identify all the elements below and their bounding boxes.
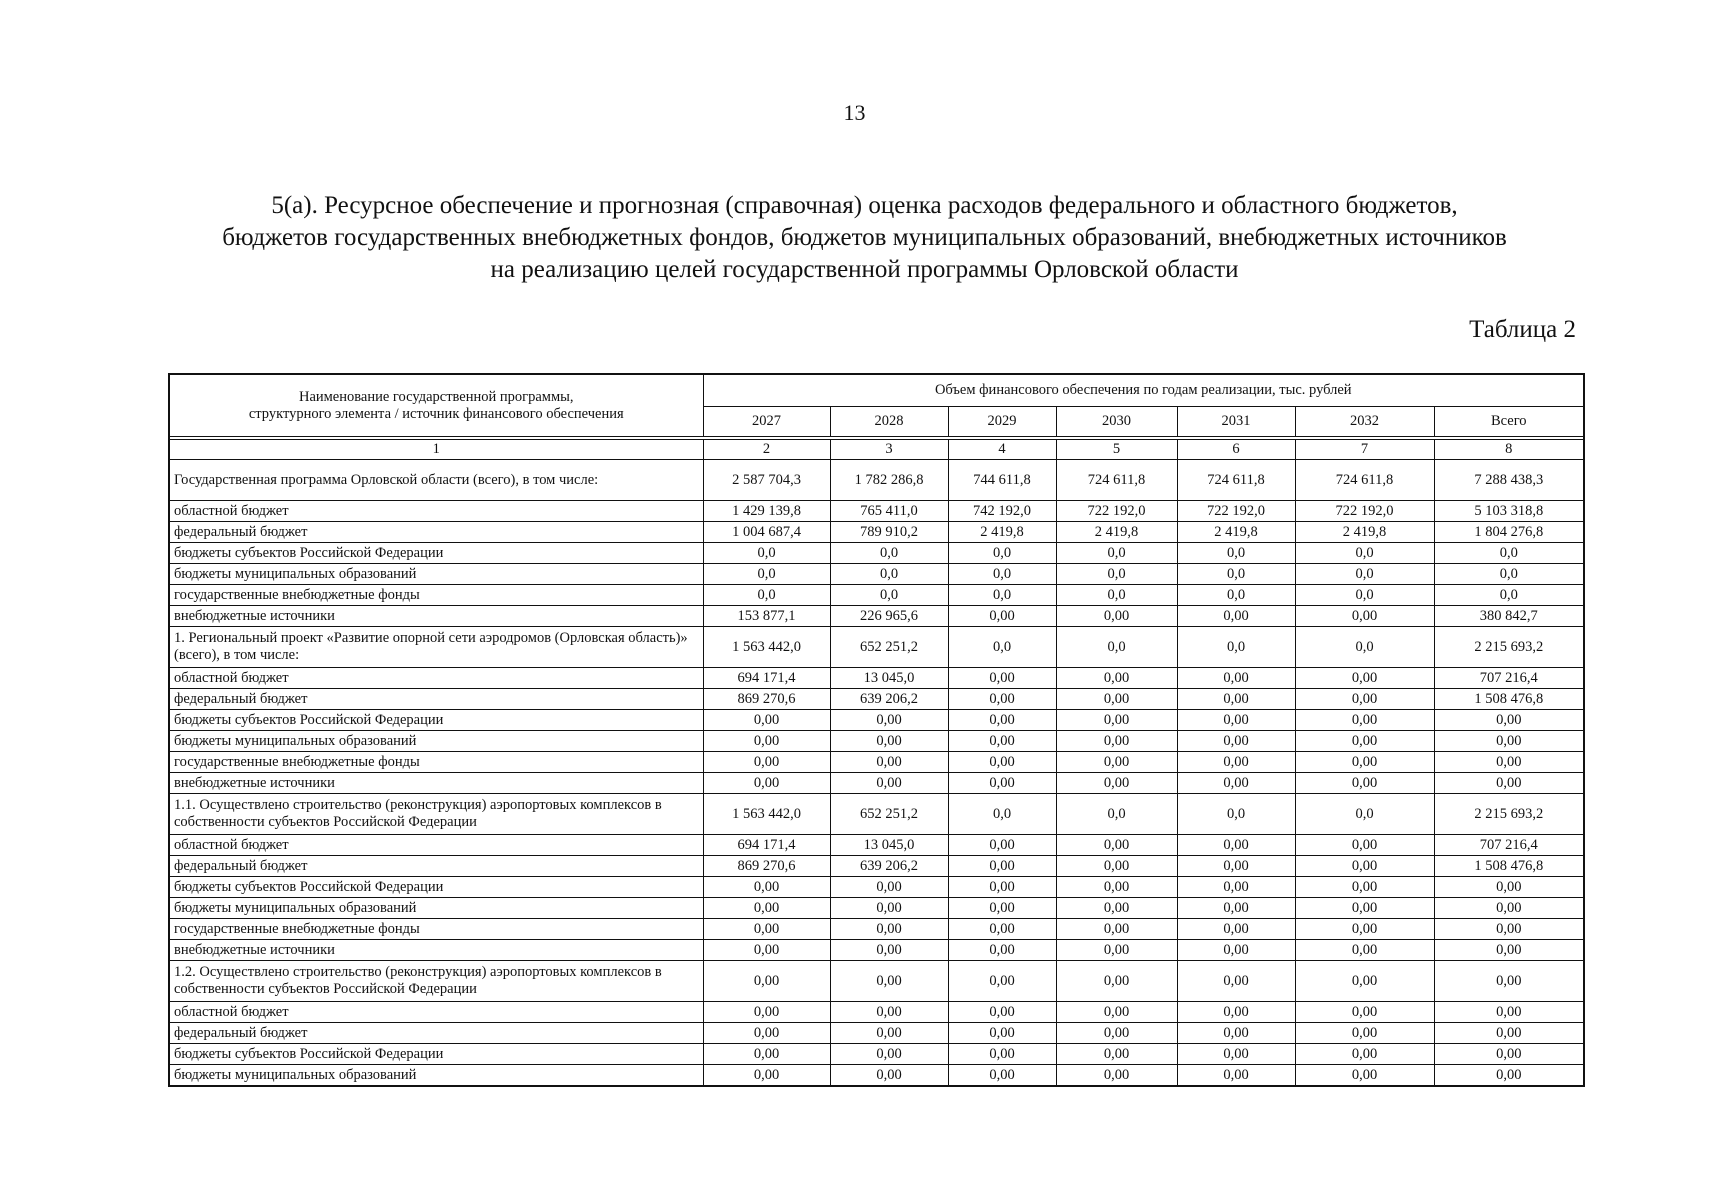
name-column-header-line-1: Наименование государственной программы, <box>298 388 574 405</box>
row-value-cell: 0,00 <box>1295 752 1434 773</box>
row-total-cell: 0,00 <box>1434 877 1584 898</box>
table-row <box>169 606 1584 627</box>
row-value-cell: 0,0 <box>1056 543 1177 564</box>
table-row <box>169 543 1584 564</box>
table-row <box>169 919 1584 940</box>
row-value-cell: 0,00 <box>948 961 1056 1002</box>
table-row <box>169 961 1584 1002</box>
row-value-cell: 0,00 <box>1295 1044 1434 1065</box>
row-value-cell: 0,00 <box>1295 919 1434 940</box>
table-row <box>169 668 1584 689</box>
column-number: 6 <box>1177 440 1295 460</box>
row-value-cell: 0,0 <box>703 585 830 606</box>
row-value-cell: 0,00 <box>1177 752 1295 773</box>
row-total-cell: 0,0 <box>1434 564 1584 585</box>
row-name-cell: 1. Региональный проект «Развитие опорной сети аэродромов (Орловская область)» (всего), в том числе: <box>169 627 703 668</box>
row-value-cell: 0,0 <box>948 543 1056 564</box>
row-value-cell: 0,00 <box>703 710 830 731</box>
row-value-cell: 0,00 <box>1056 940 1177 961</box>
year-header: 2032 <box>1295 407 1434 437</box>
row-total-cell: 0,00 <box>1434 731 1584 752</box>
row-value-cell: 0,00 <box>830 940 948 961</box>
document-title <box>120 190 1609 286</box>
row-value-cell: 0,0 <box>830 585 948 606</box>
row-value-cell: 1 004 687,4 <box>703 522 830 543</box>
row-value-cell: 0,00 <box>1295 877 1434 898</box>
row-value-cell: 789 910,2 <box>830 522 948 543</box>
row-name-cell: 1.2. Осуществлено строительство (реконструкция) аэропортовых комплексов в собственности субъектов Российской Федерации <box>169 961 703 1002</box>
row-value-cell: 0,00 <box>948 1023 1056 1044</box>
row-name-cell: областной бюджет <box>169 835 703 856</box>
row-value-cell: 0,00 <box>1056 668 1177 689</box>
row-value-cell: 0,00 <box>1056 710 1177 731</box>
row-total-cell: 0,00 <box>1434 752 1584 773</box>
row-value-cell: 0,0 <box>703 543 830 564</box>
row-value-cell: 0,00 <box>1177 898 1295 919</box>
year-header: 2030 <box>1056 407 1177 437</box>
table-row <box>169 1044 1584 1065</box>
row-value-cell: 0,00 <box>948 773 1056 794</box>
row-value-cell: 0,0 <box>948 627 1056 668</box>
column-number: 7 <box>1295 440 1434 460</box>
row-total-cell: 0,00 <box>1434 1044 1584 1065</box>
row-value-cell: 0,00 <box>1056 898 1177 919</box>
row-value-cell: 0,00 <box>1177 731 1295 752</box>
row-value-cell: 0,00 <box>1295 835 1434 856</box>
row-value-cell: 0,00 <box>703 752 830 773</box>
year-header: 2028 <box>830 407 948 437</box>
row-value-cell: 0,00 <box>1177 606 1295 627</box>
row-value-cell: 0,00 <box>703 961 830 1002</box>
row-name-cell: бюджеты муниципальных образований <box>169 564 703 585</box>
row-value-cell: 2 419,8 <box>1177 522 1295 543</box>
table-row <box>169 564 1584 585</box>
row-value-cell: 0,00 <box>1056 835 1177 856</box>
row-value-cell: 0,0 <box>830 543 948 564</box>
row-value-cell: 0,00 <box>703 1065 830 1087</box>
row-value-cell: 0,00 <box>703 940 830 961</box>
table-row <box>169 856 1584 877</box>
row-value-cell: 724 611,8 <box>1177 460 1295 501</box>
row-value-cell: 0,00 <box>948 731 1056 752</box>
row-value-cell: 0,00 <box>948 710 1056 731</box>
row-name-cell: внебюджетные источники <box>169 773 703 794</box>
row-value-cell: 724 611,8 <box>1295 460 1434 501</box>
row-value-cell: 0,00 <box>948 877 1056 898</box>
row-value-cell: 153 877,1 <box>703 606 830 627</box>
row-value-cell: 0,00 <box>1177 668 1295 689</box>
row-total-cell: 5 103 318,8 <box>1434 501 1584 522</box>
table-label: Таблица 2 <box>1469 316 1576 343</box>
column-number: 4 <box>948 440 1056 460</box>
row-value-cell: 0,00 <box>1056 752 1177 773</box>
row-value-cell: 0,00 <box>948 1065 1056 1087</box>
row-value-cell: 0,00 <box>1177 689 1295 710</box>
row-value-cell: 0,0 <box>1295 543 1434 564</box>
row-value-cell: 0,0 <box>1177 543 1295 564</box>
row-value-cell: 722 192,0 <box>1177 501 1295 522</box>
row-value-cell: 0,00 <box>703 1002 830 1023</box>
row-value-cell: 0,00 <box>1295 689 1434 710</box>
row-value-cell: 0,0 <box>703 564 830 585</box>
row-total-cell: 2 215 693,2 <box>1434 627 1584 668</box>
row-value-cell: 2 419,8 <box>1056 522 1177 543</box>
row-value-cell: 0,0 <box>1177 585 1295 606</box>
row-value-cell: 0,00 <box>1177 1023 1295 1044</box>
row-value-cell: 0,00 <box>1295 940 1434 961</box>
row-value-cell: 0,00 <box>703 1044 830 1065</box>
row-value-cell: 0,0 <box>1295 564 1434 585</box>
name-column-header <box>169 374 703 437</box>
row-name-cell: бюджеты субъектов Российской Федерации <box>169 1044 703 1065</box>
row-value-cell: 0,00 <box>830 961 948 1002</box>
row-total-cell: 707 216,4 <box>1434 668 1584 689</box>
row-total-cell: 1 508 476,8 <box>1434 856 1584 877</box>
row-value-cell: 0,0 <box>1177 627 1295 668</box>
row-value-cell: 0,00 <box>1295 961 1434 1002</box>
row-value-cell: 0,0 <box>1056 794 1177 835</box>
row-value-cell: 0,0 <box>948 794 1056 835</box>
row-name-cell: федеральный бюджет <box>169 689 703 710</box>
row-total-cell: 0,00 <box>1434 773 1584 794</box>
row-value-cell: 0,0 <box>1177 794 1295 835</box>
row-value-cell: 1 782 286,8 <box>830 460 948 501</box>
row-name-cell: бюджеты муниципальных образований <box>169 1065 703 1087</box>
row-total-cell: 0,0 <box>1434 543 1584 564</box>
table-row <box>169 689 1584 710</box>
row-value-cell: 0,0 <box>1177 564 1295 585</box>
row-value-cell: 0,00 <box>703 919 830 940</box>
row-value-cell: 765 411,0 <box>830 501 948 522</box>
row-name-cell: внебюджетные источники <box>169 940 703 961</box>
row-value-cell: 869 270,6 <box>703 856 830 877</box>
row-value-cell: 0,00 <box>948 668 1056 689</box>
page-number: 13 <box>843 100 866 125</box>
table-row <box>169 585 1584 606</box>
table-header <box>169 374 1584 460</box>
column-number: 8 <box>1434 440 1584 460</box>
row-value-cell: 0,00 <box>1056 773 1177 794</box>
row-value-cell: 639 206,2 <box>830 689 948 710</box>
row-total-cell: 0,00 <box>1434 940 1584 961</box>
column-number: 3 <box>830 440 948 460</box>
row-value-cell: 0,00 <box>1295 710 1434 731</box>
row-value-cell: 0,00 <box>830 919 948 940</box>
row-value-cell: 0,00 <box>830 1002 948 1023</box>
row-value-cell: 0,00 <box>948 940 1056 961</box>
row-value-cell: 13 045,0 <box>830 668 948 689</box>
row-value-cell: 0,00 <box>1177 1044 1295 1065</box>
table-row <box>169 731 1584 752</box>
row-total-cell: 380 842,7 <box>1434 606 1584 627</box>
row-value-cell: 0,00 <box>1056 606 1177 627</box>
row-name-cell: внебюджетные источники <box>169 606 703 627</box>
table-row <box>169 940 1584 961</box>
row-value-cell: 0,00 <box>1056 731 1177 752</box>
row-total-cell: 0,00 <box>1434 919 1584 940</box>
table-row <box>169 1065 1584 1087</box>
title-line-1: 5(а). Ресурсное обеспечение и прогнозная (справочная) оценка расходов федерального и областного бюджетов, <box>271 192 1458 219</box>
row-value-cell: 0,00 <box>948 898 1056 919</box>
column-number: 5 <box>1056 440 1177 460</box>
row-value-cell: 0,00 <box>1056 1044 1177 1065</box>
row-total-cell: 0,00 <box>1434 710 1584 731</box>
table-body <box>169 460 1584 1087</box>
table-row <box>169 773 1584 794</box>
row-name-cell: государственные внебюджетные фонды <box>169 585 703 606</box>
row-value-cell: 0,00 <box>948 856 1056 877</box>
year-header: 2031 <box>1177 407 1295 437</box>
row-value-cell: 13 045,0 <box>830 835 948 856</box>
row-value-cell: 0,00 <box>948 606 1056 627</box>
total-header: Всего <box>1434 407 1584 437</box>
row-value-cell: 0,00 <box>703 1023 830 1044</box>
row-name-cell: федеральный бюджет <box>169 856 703 877</box>
row-value-cell: 0,00 <box>1177 1065 1295 1087</box>
row-total-cell: 7 288 438,3 <box>1434 460 1584 501</box>
row-value-cell: 0,00 <box>1177 1002 1295 1023</box>
row-value-cell: 0,00 <box>830 1044 948 1065</box>
row-value-cell: 0,00 <box>830 773 948 794</box>
column-number: 2 <box>703 440 830 460</box>
table-row <box>169 835 1584 856</box>
table-row <box>169 627 1584 668</box>
row-value-cell: 1 563 442,0 <box>703 794 830 835</box>
row-name-cell: бюджеты муниципальных образований <box>169 731 703 752</box>
table-row <box>169 501 1584 522</box>
table-row <box>169 898 1584 919</box>
name-column-header-line-2: структурного элемента / источник финансового обеспечения <box>248 405 624 422</box>
row-value-cell: 0,00 <box>1177 961 1295 1002</box>
row-value-cell: 724 611,8 <box>1056 460 1177 501</box>
row-value-cell: 2 419,8 <box>1295 522 1434 543</box>
row-value-cell: 0,00 <box>703 877 830 898</box>
title-line-2: бюджетов государственных внебюджетных фондов, бюджетов муниципальных образований, внебюджетных источников <box>222 224 1507 251</box>
row-name-cell: областной бюджет <box>169 501 703 522</box>
row-value-cell: 0,00 <box>1056 1065 1177 1087</box>
table-row <box>169 522 1584 543</box>
row-value-cell: 0,00 <box>830 1065 948 1087</box>
table-row <box>169 710 1584 731</box>
row-value-cell: 0,00 <box>948 752 1056 773</box>
row-name-cell: бюджеты субъектов Российской Федерации <box>169 710 703 731</box>
row-total-cell: 1 508 476,8 <box>1434 689 1584 710</box>
row-total-cell: 0,0 <box>1434 585 1584 606</box>
row-total-cell: 2 215 693,2 <box>1434 794 1584 835</box>
row-value-cell: 0,0 <box>830 564 948 585</box>
row-value-cell: 0,00 <box>1295 606 1434 627</box>
row-value-cell: 0,00 <box>948 689 1056 710</box>
row-name-cell: федеральный бюджет <box>169 522 703 543</box>
row-value-cell: 0,00 <box>703 773 830 794</box>
row-value-cell: 694 171,4 <box>703 835 830 856</box>
row-value-cell: 0,00 <box>1295 668 1434 689</box>
row-value-cell: 0,00 <box>1056 1002 1177 1023</box>
row-value-cell: 0,00 <box>1295 731 1434 752</box>
row-value-cell: 2 419,8 <box>948 522 1056 543</box>
row-value-cell: 0,00 <box>1056 1023 1177 1044</box>
row-value-cell: 0,0 <box>948 585 1056 606</box>
row-value-cell: 0,00 <box>1295 856 1434 877</box>
row-value-cell: 722 192,0 <box>1295 501 1434 522</box>
table-row <box>169 460 1584 501</box>
row-value-cell: 652 251,2 <box>830 627 948 668</box>
row-value-cell: 0,0 <box>1056 564 1177 585</box>
row-value-cell: 0,00 <box>1177 940 1295 961</box>
row-name-cell: бюджеты субъектов Российской Федерации <box>169 877 703 898</box>
row-name-cell: областной бюджет <box>169 1002 703 1023</box>
row-total-cell: 0,00 <box>1434 1023 1584 1044</box>
row-value-cell: 0,00 <box>1056 919 1177 940</box>
column-number-row <box>169 440 1584 460</box>
row-value-cell: 0,00 <box>1177 773 1295 794</box>
row-value-cell: 0,0 <box>1295 794 1434 835</box>
row-value-cell: 0,00 <box>1177 877 1295 898</box>
year-header: 2029 <box>948 407 1056 437</box>
row-total-cell: 707 216,4 <box>1434 835 1584 856</box>
row-value-cell: 0,0 <box>1056 585 1177 606</box>
row-value-cell: 0,00 <box>1056 856 1177 877</box>
row-value-cell: 0,0 <box>948 564 1056 585</box>
row-value-cell: 639 206,2 <box>830 856 948 877</box>
row-name-cell: областной бюджет <box>169 668 703 689</box>
row-value-cell: 0,00 <box>830 1023 948 1044</box>
row-value-cell: 0,00 <box>1295 898 1434 919</box>
table-row <box>169 794 1584 835</box>
row-value-cell: 0,00 <box>1056 961 1177 1002</box>
row-name-cell: Государственная программа Орловской области (всего), в том числе: <box>169 460 703 501</box>
year-header: 2027 <box>703 407 830 437</box>
row-name-cell: государственные внебюджетные фонды <box>169 919 703 940</box>
title-line-3: на реализацию целей государственной программы Орловской области <box>490 256 1239 283</box>
row-value-cell: 0,00 <box>1177 835 1295 856</box>
row-value-cell: 0,00 <box>830 752 948 773</box>
row-value-cell: 0,00 <box>830 731 948 752</box>
row-value-cell: 652 251,2 <box>830 794 948 835</box>
row-value-cell: 0,00 <box>948 1002 1056 1023</box>
row-value-cell: 742 192,0 <box>948 501 1056 522</box>
table-row <box>169 1002 1584 1023</box>
column-number: 1 <box>169 440 703 460</box>
row-value-cell: 744 611,8 <box>948 460 1056 501</box>
row-value-cell: 0,0 <box>1056 627 1177 668</box>
row-value-cell: 0,00 <box>1177 856 1295 877</box>
row-value-cell: 0,00 <box>1056 877 1177 898</box>
row-value-cell: 0,00 <box>1295 773 1434 794</box>
row-value-cell: 0,00 <box>948 835 1056 856</box>
volume-header: Объем финансового обеспечения по годам реализации, тыс. рублей <box>703 374 1584 407</box>
row-name-cell: федеральный бюджет <box>169 1023 703 1044</box>
row-name-cell: 1.1. Осуществлено строительство (реконструкция) аэропортовых комплексов в собственности субъектов Российской Федерации <box>169 794 703 835</box>
row-total-cell: 0,00 <box>1434 1065 1584 1087</box>
financing-table-wrapper <box>168 373 1583 1087</box>
row-value-cell: 0,00 <box>830 710 948 731</box>
row-value-cell: 0,00 <box>1056 689 1177 710</box>
financing-table <box>168 373 1585 1087</box>
row-value-cell: 722 192,0 <box>1056 501 1177 522</box>
row-value-cell: 0,00 <box>1295 1002 1434 1023</box>
table-row <box>169 1023 1584 1044</box>
row-value-cell: 1 429 139,8 <box>703 501 830 522</box>
row-value-cell: 0,00 <box>703 731 830 752</box>
row-value-cell: 0,00 <box>1295 1065 1434 1087</box>
row-name-cell: бюджеты субъектов Российской Федерации <box>169 543 703 564</box>
row-value-cell: 694 171,4 <box>703 668 830 689</box>
table-row <box>169 752 1584 773</box>
row-value-cell: 2 587 704,3 <box>703 460 830 501</box>
row-value-cell: 0,00 <box>948 919 1056 940</box>
row-value-cell: 0,00 <box>1295 1023 1434 1044</box>
row-total-cell: 0,00 <box>1434 898 1584 919</box>
row-value-cell: 1 563 442,0 <box>703 627 830 668</box>
row-value-cell: 869 270,6 <box>703 689 830 710</box>
row-value-cell: 0,00 <box>830 898 948 919</box>
row-name-cell: бюджеты муниципальных образований <box>169 898 703 919</box>
row-total-cell: 0,00 <box>1434 1002 1584 1023</box>
row-value-cell: 0,00 <box>948 1044 1056 1065</box>
row-value-cell: 0,00 <box>1177 710 1295 731</box>
row-name-cell: государственные внебюджетные фонды <box>169 752 703 773</box>
row-total-cell: 0,00 <box>1434 961 1584 1002</box>
row-value-cell: 226 965,6 <box>830 606 948 627</box>
table-row <box>169 877 1584 898</box>
row-value-cell: 0,00 <box>703 898 830 919</box>
row-total-cell: 1 804 276,8 <box>1434 522 1584 543</box>
row-value-cell: 0,00 <box>830 877 948 898</box>
row-value-cell: 0,0 <box>1295 585 1434 606</box>
row-value-cell: 0,0 <box>1295 627 1434 668</box>
row-value-cell: 0,00 <box>1177 919 1295 940</box>
